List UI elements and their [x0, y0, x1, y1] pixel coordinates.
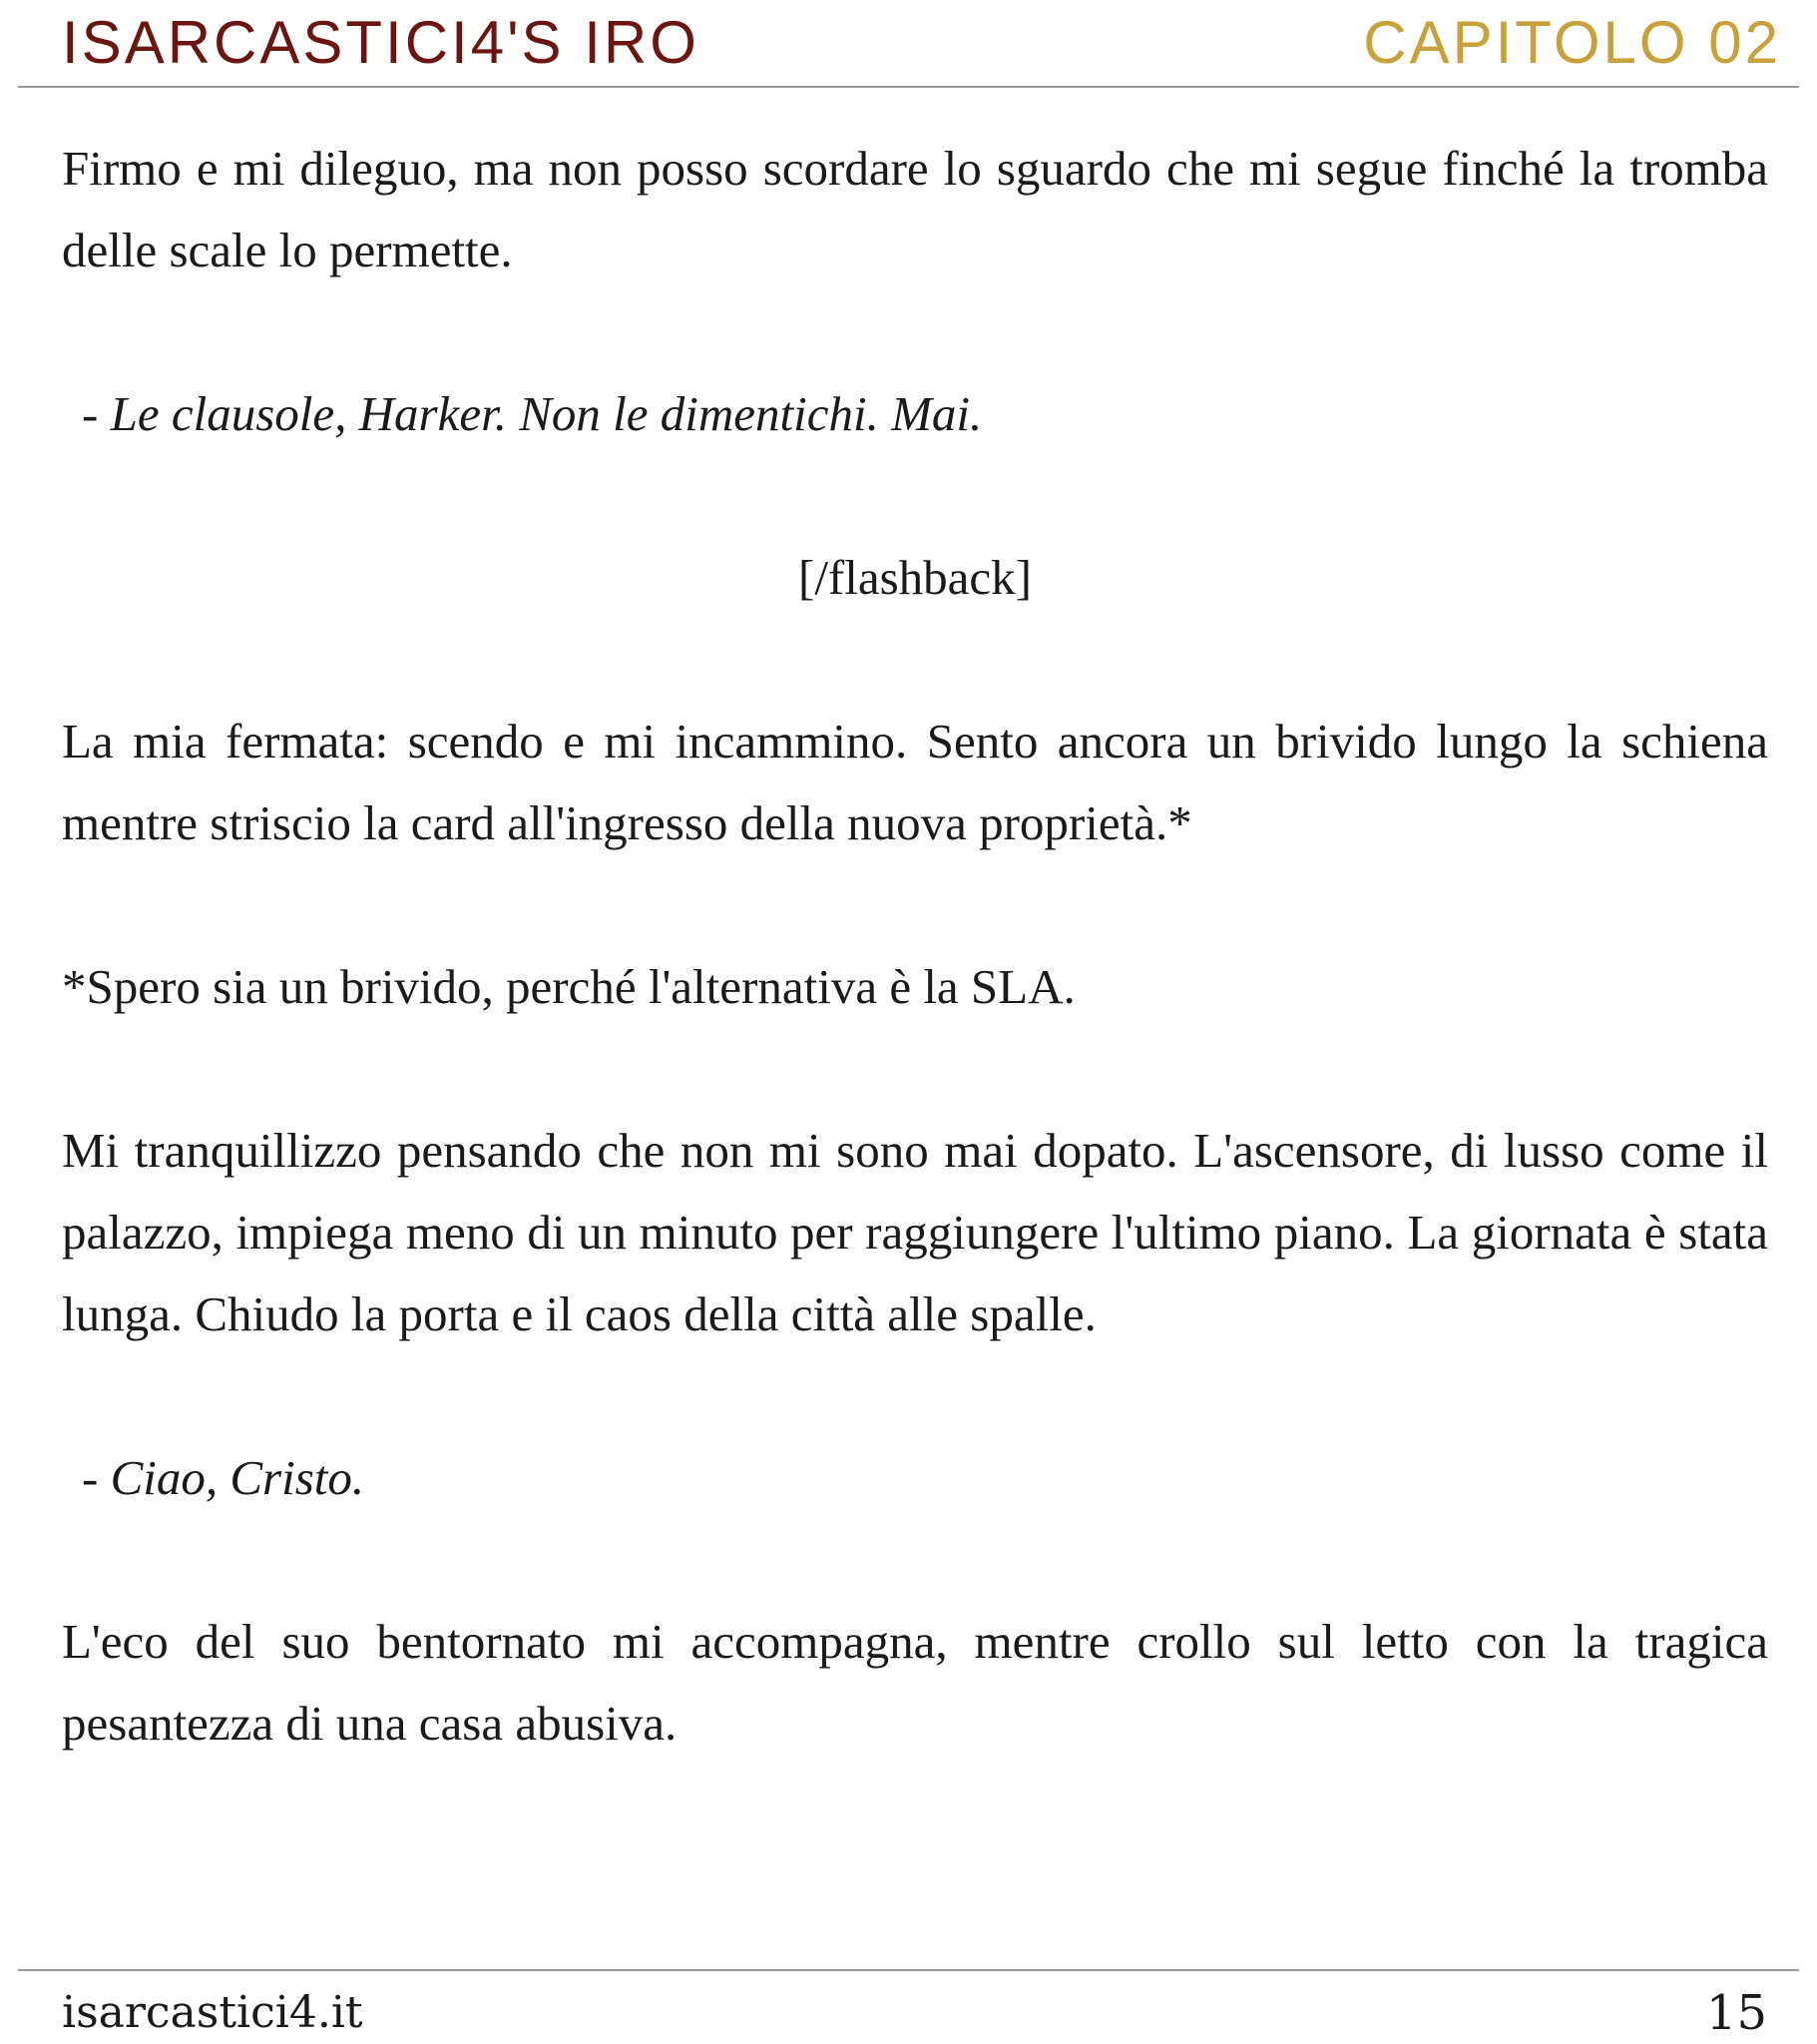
- book-title: ISARCASTICI4'S IRO: [62, 9, 699, 76]
- dialogue-line-2: [62, 1437, 1768, 1519]
- page-body: [62, 128, 1768, 1765]
- page-header: [0, 0, 1817, 88]
- paragraph-4: L'eco del suo bentornato mi accompagna, mentre crollo sul letto con la tragica pesantezza di una casa abusiva.: [62, 1614, 1768, 1751]
- flashback-end-marker: [/flashback]: [798, 550, 1032, 605]
- dialogue-text: Ciao, Cristo.: [110, 1450, 365, 1505]
- footnote-paragraph: *Spero sia un brivido, perché l'alternativa è la SLA.: [62, 959, 1076, 1014]
- footer-divider: [18, 1969, 1799, 1971]
- chapter-label: CAPITOLO 02: [1363, 9, 1781, 76]
- dialogue-text: Le clausole, Harker. Non le dimentichi. Mai.: [110, 386, 983, 441]
- dialogue-dash: -: [82, 386, 111, 441]
- paragraph-2: La mia fermata: scendo e mi incammino. Sento ancora un brivido lungo la schiena mentre striscio la card all'ingresso della nuova proprietà.*: [62, 714, 1768, 850]
- dialogue-line-1: [62, 373, 1768, 455]
- paragraph-1: Firmo e mi dileguo, ma non posso scordare lo sguardo che mi segue finché la tromba delle scale lo permette.: [62, 141, 1768, 277]
- header-divider: [18, 86, 1799, 88]
- footer-website: isarcastici4.it: [62, 1987, 363, 2038]
- dialogue-dash: -: [82, 1450, 111, 1505]
- page-number: 15: [1705, 1985, 1767, 2041]
- paragraph-3: Mi tranquillizzo pensando che non mi sono mai dopato. L'ascensore, di lusso come il palazzo, impiega meno di un minuto per raggiungere l'ultimo piano. La giornata è stata lunga. Chiudo la porta e il caos della città alle spalle.: [62, 1123, 1768, 1341]
